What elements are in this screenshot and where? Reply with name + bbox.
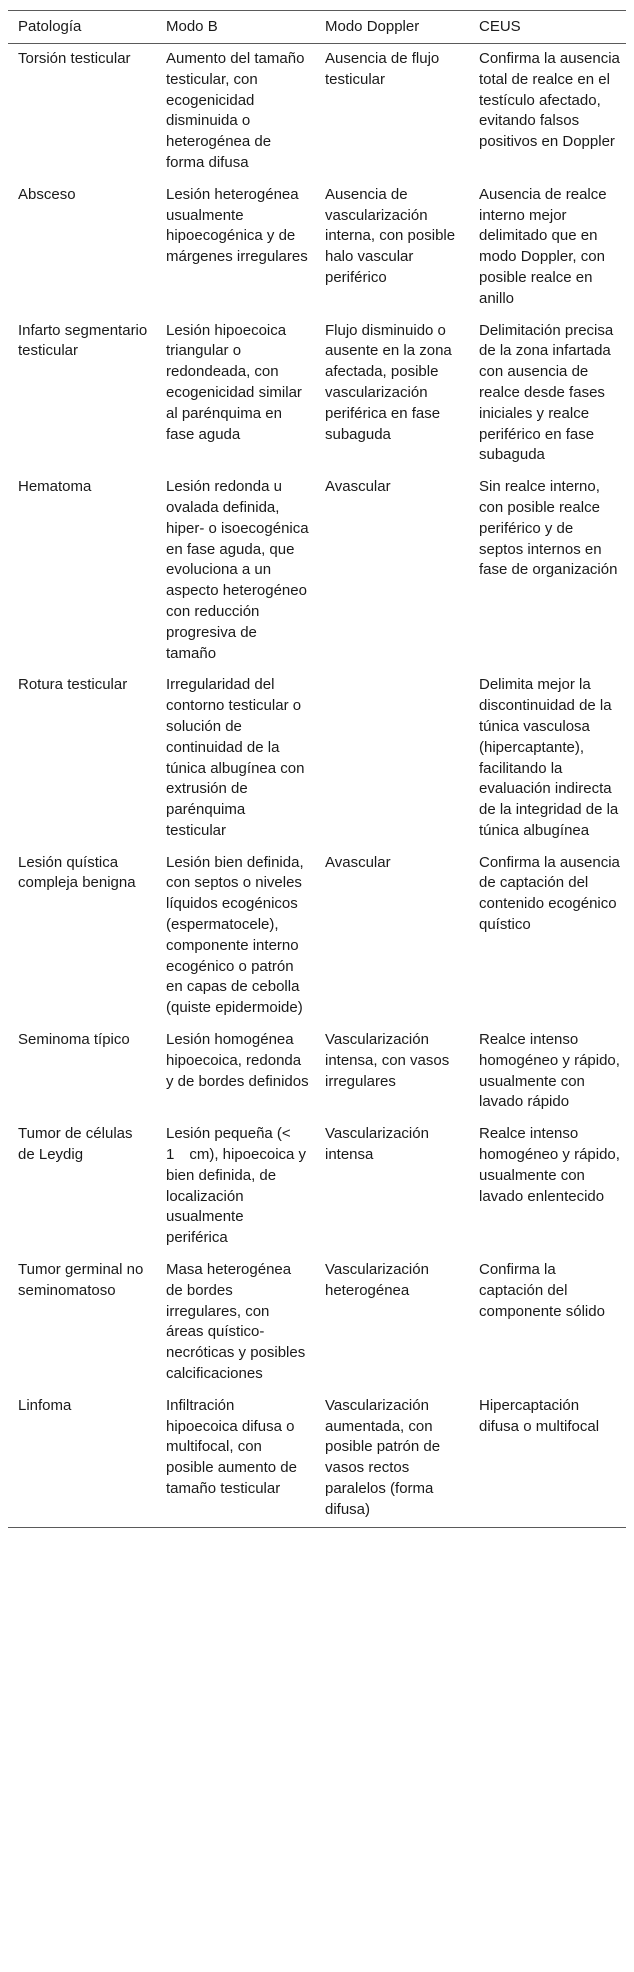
cell-ceus: Delimitación precisa de la zona infartada con ausencia de realce desde fases iniciales y realce periférico en fase subaguda — [479, 321, 614, 464]
cell-patologia: Tumor de células de Leydig — [18, 1125, 133, 1164]
header-modo-doppler: Modo Doppler — [325, 17, 420, 35]
cell-modo-doppler — [315, 670, 469, 847]
cell-modo-b: Masa heterogénea de bordes irregulares, con áreas quístico-necróticas y posibles calcificaciones — [166, 1261, 306, 1383]
cell-modo-b: Lesión heterogénea usualmente hipoecogénica y de márgenes irregulares — [166, 185, 308, 266]
cell-ceus: Delimita mejor la discontinuidad de la túnica vasculosa (hipercaptante), facilitando la evaluación indirecta de la integridad de la túnica albugínea — [479, 676, 619, 839]
cell-patologia: Rotura testicular — [18, 676, 128, 694]
table-row — [8, 1119, 626, 1255]
cell-modo-doppler: Vascularización intensa, con vasos irregulares — [325, 1031, 450, 1090]
cell-ceus: Sin realce interno, con posible realce periférico y de septos internos en fase de organización — [479, 478, 618, 579]
table-row — [8, 670, 626, 847]
cell-patologia: Tumor germinal no seminomatoso — [18, 1261, 144, 1299]
header-modo-b: Modo B — [166, 17, 218, 35]
cell-ceus: Hipercaptación difusa o multifocal — [479, 1396, 600, 1435]
cell-modo-doppler: Ausencia de vascularización interna, con posible halo vascular periférico — [325, 185, 456, 286]
cell-modo-b: Irregularidad del contorno testicular o solución de continuidad de la túnica albugínea con extrusión de parénquima testicular — [166, 676, 305, 839]
cell-ceus: Realce intenso homogéneo y rápido, usualmente con lavado enlentecido — [479, 1125, 620, 1205]
cell-modo-doppler: Vascularización heterogénea — [325, 1261, 429, 1299]
cell-modo-b: Lesión homogénea hipoecoica, redonda y de bordes definidos — [166, 1031, 309, 1090]
cell-ceus: Confirma la ausencia de captación del contenido ecogénico quístico — [479, 853, 620, 934]
cell-modo-b: Lesión hipoecoica triangular o redondeada, con ecogenicidad similar al parénquima en fase aguda — [166, 321, 302, 443]
table-row — [8, 848, 626, 1025]
table-container — [8, 10, 626, 1528]
header-ceus: CEUS — [479, 17, 521, 35]
cell-modo-b: Infiltración hipoecoica difusa o multifocal, con posible aumento de tamaño testicular — [166, 1396, 297, 1497]
table-row — [8, 1391, 626, 1527]
cell-modo-doppler: Flujo disminuido o ausente en la zona afectada, posible vascularización periférica en fase subaguda — [325, 321, 452, 443]
table-row — [8, 1025, 626, 1119]
cell-patologia: Lesión quística compleja benigna — [18, 853, 136, 892]
cell-modo-b: Lesión redonda u ovalada definida, hiper- o isoecogénica en fase aguda, que evoluciona a un aspecto heterogéneo con reducción progresiva de tamaño — [166, 478, 309, 662]
cell-ceus: Realce intenso homogéneo y rápido, usualmente con lavado rápido — [479, 1031, 620, 1111]
cell-modo-doppler: Avascular — [325, 853, 391, 871]
cell-ceus: Ausencia de realce interno mejor delimitado que en modo Doppler, con posible realce en anillo — [479, 185, 607, 307]
cell-patologia: Seminoma típico — [18, 1031, 130, 1049]
table-row — [8, 316, 626, 473]
cell-patologia: Linfoma — [18, 1396, 72, 1414]
cell-ceus: Confirma la ausencia total de realce en el testículo afectado, evitando falsos positivos en Doppler — [479, 50, 620, 151]
cell-modo-doppler: Vascularización aumentada, con posible patrón de vasos rectos paralelos (forma difusa) — [325, 1396, 441, 1518]
cell-modo-doppler: Avascular — [325, 478, 391, 496]
cell-ceus: Confirma la captación del componente sólido — [479, 1261, 605, 1320]
cell-modo-b: Aumento del tamaño testicular, con ecogenicidad disminuida o heterogénea de forma difusa — [166, 50, 305, 171]
cell-patologia: Torsión testicular — [18, 50, 131, 67]
cell-patologia: Infarto segmentario testicular — [18, 321, 148, 360]
cell-modo-doppler: Ausencia de flujo testicular — [325, 50, 440, 88]
ultrasound-findings-table — [8, 10, 626, 1528]
cell-modo-b: Lesión pequeña (< 1 cm), hipoecoica y bien definida, de localización usualmente periférica — [166, 1125, 307, 1247]
cell-modo-b: Lesión bien definida, con septos o niveles líquidos ecogénicos (espermatocele), componente interno ecogénico o patrón en capas de cebolla (quiste epidermoide) — [166, 853, 304, 1017]
cell-patologia: Absceso — [18, 185, 76, 203]
table-row — [8, 1255, 626, 1391]
table-row — [8, 472, 626, 670]
cell-modo-doppler: Vascularización intensa — [325, 1125, 429, 1164]
table-row — [8, 44, 626, 180]
header-patologia: Patología — [18, 17, 82, 35]
table-header-row — [8, 11, 626, 44]
table-row — [8, 180, 626, 316]
cell-patologia: Hematoma — [18, 478, 92, 496]
